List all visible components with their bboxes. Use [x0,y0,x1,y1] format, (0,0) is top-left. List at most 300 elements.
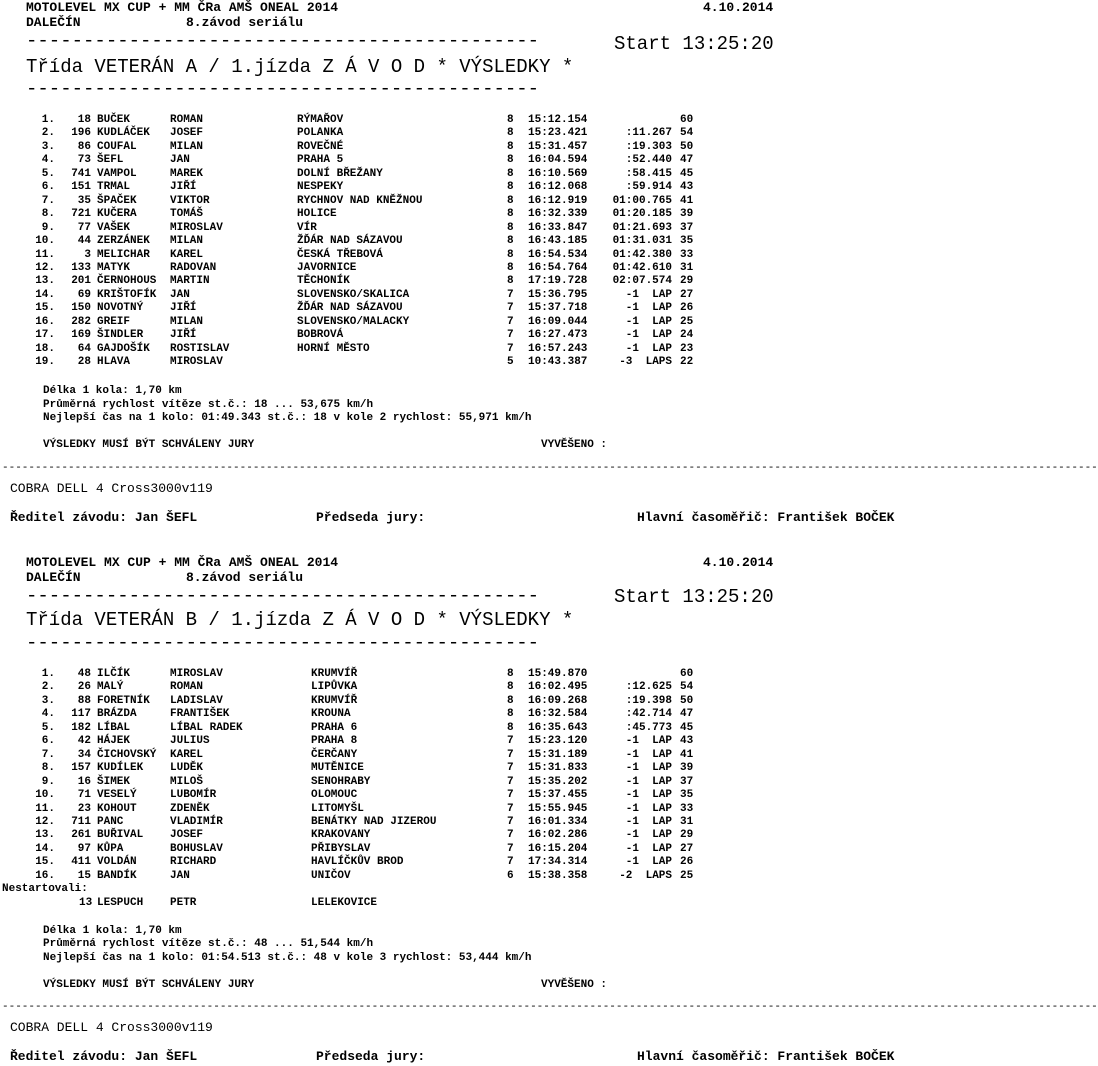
result-gap: -1 LAP [625,815,672,828]
result-gap: :58.415 [625,167,672,180]
result-points: 54 [680,127,694,140]
result-pos: 15. [35,856,55,869]
result-time: 16:35.643 [528,721,588,734]
result-club: TĚCHONÍK [297,275,350,288]
result-gap: 02:07.574 [612,275,672,288]
table-row [0,356,960,370]
result-num: 18 [77,114,91,126]
result-gap: -1 LAP [625,829,672,842]
result-num: 157 [71,762,91,775]
result-laps: 8 [507,681,514,694]
lap-length: Délka 1 kola: 1,70 km [43,925,182,937]
table-row [0,222,960,236]
result-time: 16:12.919 [528,194,588,207]
result-points: 33 [680,248,694,261]
result-club: NESPEKY [297,181,344,194]
result-num: 64 [77,342,91,355]
table-row [0,735,960,749]
table-row [0,708,960,722]
result-pos: 7. [41,194,55,207]
result-surname: PANC [97,815,124,828]
table-row [0,749,960,763]
result-pos: 11. [35,248,55,261]
result-num: 721 [71,208,91,221]
dash-rule: ---------------------------------------------------------------------------------------------------------------------------------------------------------------------- [2,462,1098,474]
result-club: UNIČOV [311,869,351,882]
rule-start: --------------------------------------------- [26,585,540,607]
result-time: 15:31.833 [528,762,588,775]
result-gap: -1 LAP [625,302,672,315]
result-time: 16:43.185 [528,235,588,248]
result-num: 35 [77,194,91,207]
result-club: MUTĚNICE [311,762,364,775]
result-points: 27 [680,842,694,855]
table-row [0,141,960,155]
result-club: PRAHA 8 [311,735,358,748]
result-time: 15:31.189 [528,748,588,761]
result-laps: 7 [507,856,514,869]
result-surname: BUČEK [97,114,131,126]
result-pos: 17. [35,329,55,342]
result-surname: BANDÍK [97,869,137,882]
result-laps: 7 [507,762,514,775]
result-time: 15:23.421 [528,127,588,140]
result-points: 35 [680,235,694,248]
result-surname: GAJDOŠÍK [97,342,150,355]
result-points: 31 [680,261,694,274]
result-pos: 10. [35,235,55,248]
result-points: 25 [680,315,694,328]
result-pos: 1. [41,114,55,126]
result-time: 15:23.120 [528,735,588,748]
table-row [0,249,960,263]
result-gap: :12.625 [625,681,672,694]
result-pos: 3. [41,140,55,153]
table-row [0,870,960,884]
result-time: 15:38.358 [528,869,588,882]
result-surname: BRÁZDA [97,708,137,721]
event-date: 4.10.2014 [703,0,774,15]
result-num: 26 [77,681,91,694]
result-name: JOSEF [170,127,204,140]
result-pos: 5. [41,721,55,734]
event-title: MOTOLEVEL MX CUP + MM ČRa AMŠ ONEAL 2014 [26,0,339,15]
result-laps: 8 [507,248,514,261]
result-pos: 2. [41,681,55,694]
result-name: MILAN [170,235,204,248]
result-points: 22 [680,356,694,369]
result-club: VÍR [297,221,317,234]
result-surname: VOLDÁN [97,856,137,869]
result-points: 27 [680,288,694,301]
result-num: 77 [77,221,91,234]
result-points: 26 [680,302,694,315]
result-time: 16:10.569 [528,167,588,180]
result-name: MIROSLAV [170,221,223,234]
result-name: MARTIN [170,275,210,288]
result-pos: 19. [35,356,55,369]
result-time: 15:12.154 [528,114,588,126]
result-club: HAVLÍČKŮV BROD [311,856,404,869]
result-pos: 3. [41,694,55,707]
result-surname: KOHOUT [97,802,137,815]
result-gap: 01:21.693 [612,221,672,234]
result-time: 16:01.334 [528,815,588,828]
result-time: 15:37.718 [528,302,588,315]
result-num: 196 [71,127,91,140]
jury-chair: Předseda jury: [316,510,426,525]
result-num: 73 [77,154,91,167]
result-num: 97 [77,842,91,855]
result-club: OLOMOUC [311,789,358,802]
result-laps: 7 [507,329,514,342]
result-name: JIŘÍ [170,302,197,315]
result-points: 47 [680,154,694,167]
result-pos: 6. [41,181,55,194]
result-time: 17:19.728 [528,275,588,288]
result-surname: MALÝ [97,681,124,694]
result-laps: 8 [507,221,514,234]
result-pos: 16. [35,869,55,882]
winner-avg-speed: Průměrná rychlost vítěze st.č.: 18 ... 53,675 km/h [43,399,374,411]
result-points: 50 [680,140,694,153]
event-place: DALEČÍN [26,15,81,30]
table-row [0,803,960,817]
result-club: DOLNÍ BŘEŽANY [297,167,383,180]
result-gap: :45.773 [625,721,672,734]
result-points: 45 [680,721,694,734]
result-name: LADISLAV [170,694,223,707]
result-laps: 8 [507,208,514,221]
result-club: ŽĎÁR NAD SÁZAVOU [297,235,403,248]
result-time: 16:02.495 [528,681,588,694]
result-time: 15:35.202 [528,775,588,788]
result-gap: :19.398 [625,694,672,707]
result-laps: 7 [507,842,514,855]
result-club: ČESKÁ TŘEBOVÁ [297,248,383,261]
result-club: PRAHA 5 [297,154,344,167]
lap-length: Délka 1 kola: 1,70 km [43,385,182,397]
result-club: KROUNA [311,708,351,721]
result-num: 117 [71,708,91,721]
race-director: Ředitel závodu: Jan ŠEFL [10,510,198,525]
result-points: 31 [680,815,694,828]
result-laps: 7 [507,775,514,788]
result-laps: 7 [507,789,514,802]
result-surname: NOVOTNÝ [97,302,144,315]
result-pos: 16. [35,315,55,328]
result-name: JIŘÍ [170,329,197,342]
result-club: PŘIBYSLAV [311,842,371,855]
result-points: 43 [680,735,694,748]
result-gap: -1 LAP [625,735,672,748]
result-name: MIROSLAV [170,356,223,369]
result-time: 16:02.286 [528,829,588,842]
result-laps: 7 [507,288,514,301]
result-surname: VESELÝ [97,789,137,802]
result-num: 86 [77,140,91,153]
result-points: 24 [680,329,694,342]
result-num: 15 [77,869,91,882]
result-points: 25 [680,869,694,882]
result-num: 741 [71,167,91,180]
jury-chair: Předseda jury: [316,1049,426,1064]
result-gap: -3 LAPS [619,356,672,369]
result-name: JAN [170,288,190,301]
result-surname: ČICHOVSKÝ [97,748,157,761]
result-points: 50 [680,694,694,707]
table-row [0,695,960,709]
result-num: 182 [71,721,91,734]
table-row [0,302,960,316]
result-name: FRANTIŠEK [170,708,230,721]
result-surname: TRMAL [97,181,131,194]
result-gap: 01:42.380 [612,248,672,261]
table-row [0,789,960,803]
result-gap: -2 LAPS [619,869,672,882]
event-round: 8.závod seriálu [186,15,304,30]
race-director: Ředitel závodu: Jan ŠEFL [10,1049,198,1064]
result-club: BOBROVÁ [297,329,344,342]
result-time: 15:36.795 [528,288,588,301]
result-num: 3 [84,248,91,261]
result-time: 16:09.268 [528,694,588,707]
result-club: POLANKA [297,127,344,140]
result-surname: GREIF [97,315,131,328]
result-surname: ŠPAČEK [97,194,137,207]
software-label: COBRA DELL 4 Cross3000v119 [10,1020,213,1035]
result-name: MILOŠ [170,775,204,788]
dns-surname: LESPUCH [97,897,144,909]
result-name: JOSEF [170,829,204,842]
result-num: 48 [77,668,91,680]
result-laps: 8 [507,721,514,734]
result-club: RYCHNOV NAD KNĚŽNOU [297,194,423,207]
table-row [0,776,960,790]
result-club: LIPŮVKA [311,681,358,694]
result-surname: MATYK [97,261,131,274]
result-name: ROMAN [170,681,204,694]
result-num: 150 [71,302,91,315]
result-laps: 8 [507,694,514,707]
result-time: 16:54.764 [528,261,588,274]
result-num: 88 [77,694,91,707]
result-club: SLOVENSKO/MALACKY [297,315,410,328]
event-round: 8.závod seriálu [186,570,304,585]
result-gap: 01:42.610 [612,261,672,274]
result-num: 169 [71,329,91,342]
result-name: VLADIMÍR [170,815,223,828]
results-sheet-veteran-a [0,0,1098,530]
result-gap: 01:00.765 [612,194,672,207]
result-laps: 7 [507,829,514,842]
result-gap: -1 LAP [625,775,672,788]
result-club: HORNÍ MĚSTO [297,342,370,355]
result-time: 15:49.870 [528,668,588,680]
result-pos: 7. [41,748,55,761]
result-name: RADOVAN [170,261,217,274]
table-row [0,289,960,303]
result-surname: MELICHAR [97,248,150,261]
result-pos: 4. [41,154,55,167]
result-points: 43 [680,181,694,194]
result-club: PRAHA 6 [311,721,358,734]
result-laps: 8 [507,167,514,180]
event-place: DALEČÍN [26,570,81,585]
result-surname: ŠINDLER [97,329,144,342]
dns-label: Nestartovali: [2,883,88,895]
result-num: 711 [71,815,91,828]
result-pos: 5. [41,167,55,180]
result-club: ŽĎÁR NAD SÁZAVOU [297,302,403,315]
result-num: 261 [71,829,91,842]
result-num: 44 [77,235,91,248]
result-name: BOHUSLAV [170,842,223,855]
result-pos: 9. [41,775,55,788]
result-name: RICHARD [170,856,217,869]
result-club: HOLICE [297,208,337,221]
event-title: MOTOLEVEL MX CUP + MM ČRa AMŠ ONEAL 2014 [26,555,339,570]
result-time: 16:09.044 [528,315,588,328]
result-pos: 8. [41,208,55,221]
result-name: JIŘÍ [170,181,197,194]
table-row [0,181,960,195]
result-points: 26 [680,856,694,869]
result-time: 17:34.314 [528,856,588,869]
result-points: 47 [680,708,694,721]
event-date: 4.10.2014 [703,555,774,570]
result-pos: 2. [41,127,55,140]
result-surname: KŮPA [97,842,124,855]
result-time: 15:31.457 [528,140,588,153]
result-num: 282 [71,315,91,328]
result-time: 10:43.387 [528,356,588,369]
result-name: TOMÁŠ [170,208,204,221]
result-surname: ŠIMEK [97,775,131,788]
result-laps: 7 [507,315,514,328]
result-gap: -1 LAP [625,842,672,855]
result-time: 16:33.847 [528,221,588,234]
result-time: 16:54.534 [528,248,588,261]
chief-timekeeper: Hlavní časoměřič: František BOČEK [637,510,895,525]
result-gap: -1 LAP [625,762,672,775]
result-points: 60 [680,114,694,126]
result-num: 23 [77,802,91,815]
result-surname: ŠEFL [97,154,124,167]
result-surname: COUFAL [97,140,137,153]
result-laps: 7 [507,342,514,355]
result-surname: FORETNÍK [97,694,150,707]
software-label: COBRA DELL 4 Cross3000v119 [10,481,213,496]
result-num: 151 [71,181,91,194]
rule-end: --------------------------------------------- [26,78,540,100]
result-pos: 14. [35,288,55,301]
result-surname: VAŠEK [97,221,131,234]
result-time: 16:04.594 [528,154,588,167]
table-row [0,329,960,343]
result-club: SENOHRABY [311,775,371,788]
result-points: 54 [680,681,694,694]
result-pos: 11. [35,802,55,815]
result-gap: 01:31.031 [612,235,672,248]
result-laps: 7 [507,802,514,815]
class-title: Třída VETERÁN B / 1.jízda Z Á V O D * VÝSLEDKY * [26,609,574,631]
result-pos: 13. [35,275,55,288]
result-gap: -1 LAP [625,315,672,328]
result-laps: 7 [507,815,514,828]
result-name: LÍBAL RADEK [170,721,243,734]
result-laps: 8 [507,708,514,721]
result-pos: 6. [41,735,55,748]
posted-label: VYVĚŠENO : [541,979,608,991]
result-surname: KUDÍLEK [97,762,144,775]
result-laps: 8 [507,140,514,153]
result-num: 42 [77,735,91,748]
result-club: ROVEČNÉ [297,140,344,153]
result-laps: 8 [507,114,514,126]
dash-rule: ---------------------------------------------------------------------------------------------------------------------------------------------------------------------- [2,1001,1098,1013]
result-gap: :42.714 [625,708,672,721]
table-row [0,856,960,870]
result-gap: :59.914 [625,181,672,194]
result-points: 29 [680,829,694,842]
result-surname: BUŘIVAL [97,829,144,842]
result-name: JAN [170,869,190,882]
result-points: 37 [680,775,694,788]
result-points: 33 [680,802,694,815]
result-points: 41 [680,748,694,761]
result-name: JULIUS [170,735,210,748]
result-pos: 18. [35,342,55,355]
jury-note: VÝSLEDKY MUSÍ BÝT SCHVÁLENY JURY [43,979,255,991]
table-row [0,816,960,830]
result-club: KRUMVÍŘ [311,668,358,680]
result-name: KAREL [170,748,204,761]
result-pos: 14. [35,842,55,855]
result-time: 16:32.339 [528,208,588,221]
result-pos: 13. [35,829,55,842]
rule-start: --------------------------------------------- [26,30,540,52]
result-pos: 12. [35,815,55,828]
result-pos: 10. [35,789,55,802]
result-num: 69 [77,288,91,301]
result-club: KRAKOVANY [311,829,371,842]
result-laps: 8 [507,668,514,680]
result-laps: 6 [507,869,514,882]
result-laps: 8 [507,194,514,207]
result-gap: -1 LAP [625,802,672,815]
table-row [0,168,960,182]
result-pos: 15. [35,302,55,315]
result-time: 16:57.243 [528,342,588,355]
result-pos: 4. [41,708,55,721]
table-row [0,343,960,357]
table-row [0,208,960,222]
result-name: MILAN [170,140,204,153]
result-surname: ILČÍK [97,668,131,680]
result-gap: :52.440 [625,154,672,167]
result-points: 60 [680,668,694,680]
result-name: ROSTISLAV [170,342,230,355]
table-row [0,235,960,249]
table-row [0,154,960,168]
result-gap: -1 LAP [625,789,672,802]
result-surname: ČERNOHOUS [97,275,157,288]
result-laps: 8 [507,275,514,288]
table-row [0,127,960,141]
result-club: SLOVENSKO/SKALICA [297,288,410,301]
table-row [0,195,960,209]
